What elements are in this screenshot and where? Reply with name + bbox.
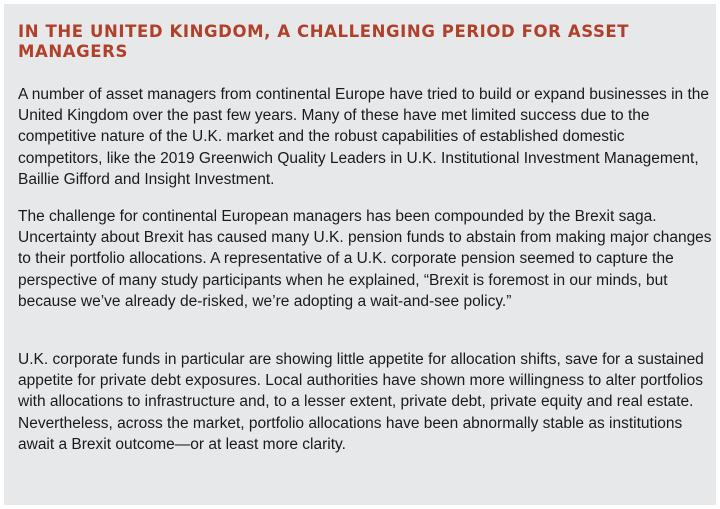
- paragraph-2: The challenge for continental European managers has been compounded by the Brexit saga. Uncertainty about Brexit has caused many U.K. pension funds to abstain from making major changes to their portfolio allocations. A representative of a U.K. corporate pension seemed to capture the perspective of many study participants when he explained, “Brexit is foremost in our minds, but because we’ve already de-risked, we’re adopting a wait-and-see policy.”: [18, 208, 712, 310]
- paragraph-3: U.K. corporate funds in particular are showing little appetite for allocation shifts, save for a sustained appetite for private debt exposures. Local authorities have shown more willingness to alter portfolios with allocations to infrastructure and, to a lesser extent, private debt, private equity and real estate. Nevertheless, across the market, portfolio allocations have been abnormally stable as institutions await a Brexit outcome—or at least more clarity.: [18, 351, 704, 453]
- paragraph-1: A number of asset managers from continental Europe have tried to build or expand businesses in the United Kingdom over the past few years. Many of these have met limited success due to the competitive nature of the U.K. market and the robust capabilities of established domestic competitors, like the 2019 Greenwich Quality Leaders in U.K. Institutional Investment Management, Baillie Gifford and Insight Investment.: [18, 86, 710, 188]
- sidebar-box: [4, 4, 716, 505]
- box-title: IN THE UNITED KINGDOM, A CHALLENGING PERIOD FOR ASSET MANAGERS: [18, 22, 630, 61]
